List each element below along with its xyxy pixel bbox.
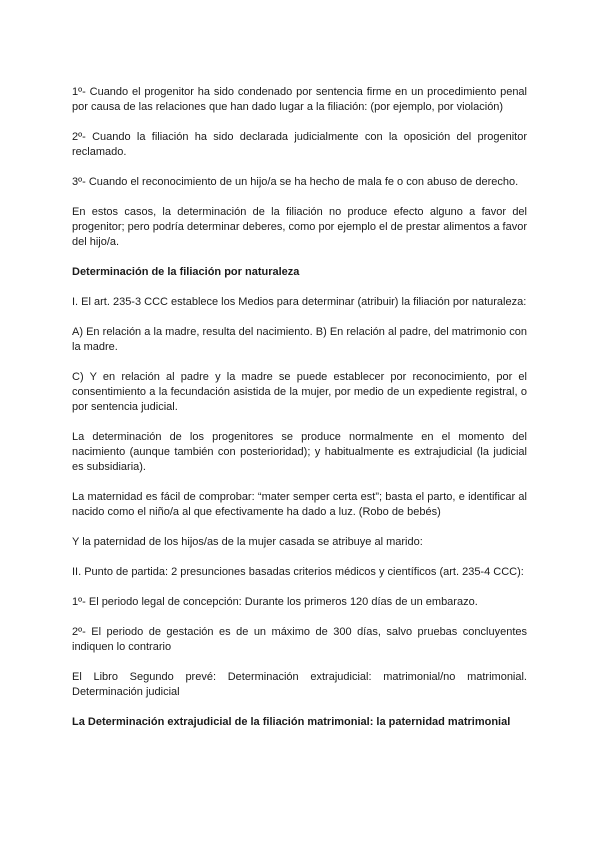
paragraph-condena-penal: 1º- Cuando el progenitor ha sido condenado por sentencia firme en un procedimiento penal por causa de las relaciones que han dado lugar a la filiación: (por ejemplo, por violación) <box>72 86 527 113</box>
paragraph-maternidad: La maternidad es fácil de comprobar: “mater semper certa est”; basta el parto, e identificar al nacido como el niño/a al que efectivamente ha dado a luz. (Robo de bebés) <box>72 491 527 518</box>
paragraph-reconocimiento: C) Y en relación al padre y la madre se puede establecer por reconocimiento, por el consentimiento a la fecundación asistida de la mujer, por medio de un expediente registral, o por sentencia judicial. <box>72 371 527 413</box>
paragraph-declarada-judicialmente: 2º- Cuando la filiación ha sido declarada judicialmente con la oposición del progenitor reclamado. <box>72 131 527 158</box>
paragraph-efectos: En estos casos, la determinación de la filiación no produce efecto alguno a favor del progenitor; pero podría determinar deberes, como por ejemplo el de prestar alimentos a favor del hijo/a. <box>72 206 527 248</box>
paragraph-momento-nacimiento: La determinación de los progenitores se produce normalmente en el momento del nacimiento (aunque también con posterioridad); y habitualmente es extrajudicial (la judicial es subsidiaria). <box>72 431 527 473</box>
paragraph-mala-fe: 3º- Cuando el reconocimiento de un hijo/a se ha hecho de mala fe o con abuso de derecho. <box>72 176 519 188</box>
paragraph-art-235-3: I. El art. 235-3 CCC establece los Medios para determinar (atribuir) la filiación por naturaleza: <box>72 296 527 308</box>
paragraph-periodo-concepcion: 1º- El periodo legal de concepción: Durante los primeros 120 días de un embarazo. <box>72 596 478 608</box>
heading-determinacion-extrajudicial: La Determinación extrajudicial de la filiación matrimonial: la paternidad matrimonial <box>72 716 511 728</box>
paragraph-libro-segundo: El Libro Segundo prevé: Determinación extrajudicial: matrimonial/no matrimonial. Determinación judicial <box>72 671 527 698</box>
document-body <box>72 85 527 745</box>
paragraph-presunciones: II. Punto de partida: 2 presunciones basadas criterios médicos y científicos (art. 235-4 CCC): <box>72 566 524 578</box>
paragraph-paternidad: Y la paternidad de los hijos/as de la mujer casada se atribuye al marido: <box>72 536 423 548</box>
paragraph-madre-padre: A) En relación a la madre, resulta del nacimiento. B) En relación al padre, del matrimonio con la madre. <box>72 326 527 353</box>
heading-filiacion-naturaleza: Determinación de la filiación por naturaleza <box>72 266 300 278</box>
paragraph-periodo-gestacion: 2º- El periodo de gestación es de un máximo de 300 días, salvo pruebas concluyentes indiquen lo contrario <box>72 626 527 653</box>
